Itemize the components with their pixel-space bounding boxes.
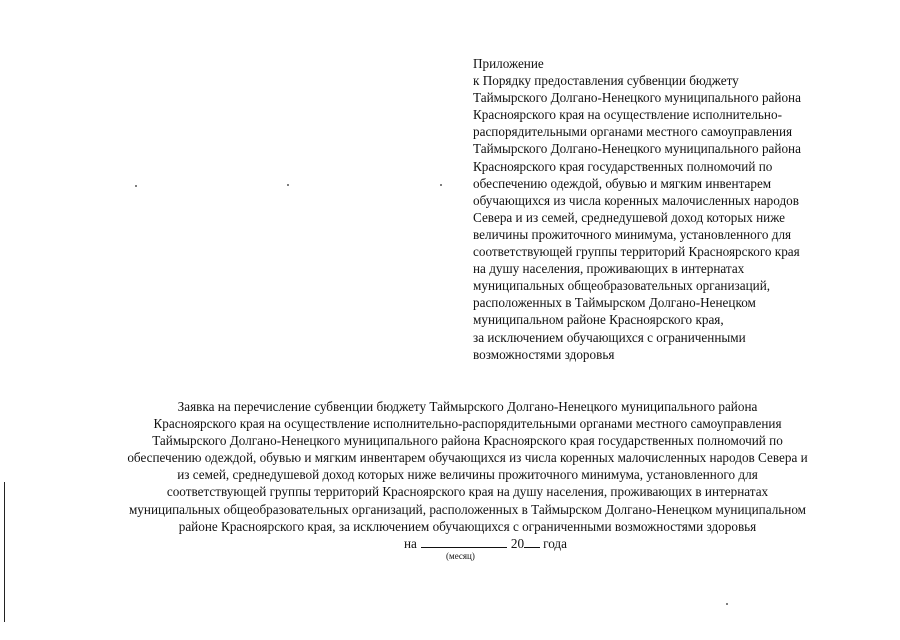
appendix-line: распорядительными органами местного самоуправления [473,124,793,140]
scan-speck [135,185,137,187]
appendix-line: к Порядку предоставления субвенции бюджету [473,73,739,89]
request-title-line: Заявка на перечисление субвенции бюджету Таймырского Долгано-Ненецкого муниципального района [177,399,758,414]
year-blank-field[interactable] [524,535,540,548]
appendix-line: возможностями здоровья [473,346,615,362]
appendix-line: величины прожиточного минимума, установленного для [473,226,792,242]
scan-speck [287,184,289,186]
request-title-line: из семей, среднедушевой доход которых ниже величины прожиточного минимума, установленного для [177,467,758,483]
appendix-line: на душу населения, проживающих в интернатах [473,261,745,277]
scan-speck [726,603,728,605]
appendix-block [473,55,873,363]
year-prefix: 20 [510,536,525,551]
appendix-line: Красноярского края государственных полномочий по [473,158,773,174]
appendix-line: Красноярского края на осуществление исполнительно- [473,107,782,123]
appendix-line: за исключением обучающихся с ограниченными [473,329,746,345]
request-title-line: соответствующей группы территорий Красноярского края на душу населения, проживающих в интернатах [166,484,769,500]
scan-edge-mark [4,482,5,622]
appendix-line: Таймырского Долгано-Ненецкого муниципального района [473,141,801,157]
appendix-line: Таймырского Долгано-Ненецкого муниципального района [473,90,801,106]
date-suffix: года [543,536,567,551]
appendix-line: расположенных в Таймырском Долгано-Ненецком [473,295,756,311]
appendix-line: муниципальном районе Красноярского края, [473,312,724,328]
request-title-line: Таймырского Долгано-Ненецкого муниципального района Красноярского края государственных полномочий по [152,433,783,449]
appendix-line: соответствующей группы территорий Красноярского края [473,244,800,260]
appendix-line: обучающихся из числа коренных малочисленных народов [473,192,800,208]
appendix-line: обеспечению одеждой, обувью и мягким инвентарем [473,175,772,191]
month-caption: (месяц) [446,551,475,561]
request-title-line: районе Красноярского края, за исключением обучающихся с ограниченными возможностями здоровья [178,518,757,534]
appendix-line: Севера и из семей, среднедушевой доход которых ниже [473,209,786,225]
request-title-line: Красноярского края на осуществление исполнительно-распорядительными органами местного самоуправления [153,416,782,432]
appendix-line: муниципальных общеобразовательных организаций, [473,278,771,294]
date-line [404,535,567,552]
scan-speck [440,184,442,186]
appendix-title: Приложение [473,56,544,71]
month-blank-field[interactable] [421,535,507,548]
date-prefix: на [404,536,417,551]
request-title-line: муниципальных общеобразовательных организаций, расположенных в Таймырском Долгано-Ненецком муниципальном [128,501,807,517]
request-title-block [60,398,875,535]
request-title-line: обеспечению одеждой, обувью и мягким инвентарем обучающихся из числа коренных малочисленных народов Севера и [127,450,808,466]
